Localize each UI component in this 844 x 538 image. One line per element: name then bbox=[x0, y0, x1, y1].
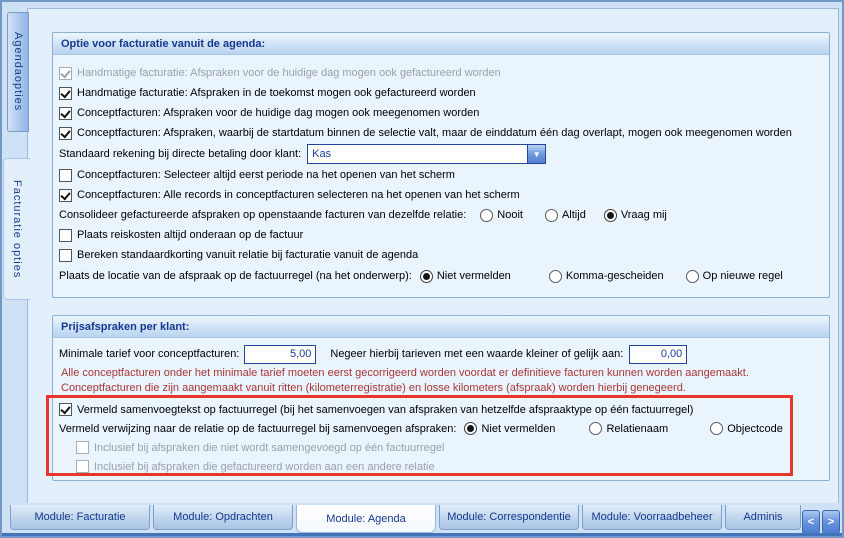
radio-op-nieuwe-regel[interactable] bbox=[686, 270, 783, 283]
checkbox-other-relation bbox=[76, 460, 89, 473]
radio-niet-vermelden[interactable] bbox=[420, 270, 511, 283]
radio-icon bbox=[549, 270, 562, 283]
checkbox-label: Conceptfacturen: Afspraken voor de huidige dag mogen ook meegenomen worden bbox=[77, 107, 480, 119]
rates-row bbox=[59, 342, 823, 366]
chevron-left-icon: < bbox=[807, 516, 815, 528]
checkbox-row-travel-bottom[interactable] bbox=[59, 225, 823, 245]
checkbox-row-concept-today[interactable] bbox=[59, 103, 823, 123]
checkbox-merge-text[interactable] bbox=[59, 403, 72, 416]
tab-module-opdrachten[interactable] bbox=[153, 505, 293, 530]
checkbox-label: Inclusief bij afspraken die gefactureerd worden aan een andere relatie bbox=[94, 460, 435, 473]
checkbox-select-period[interactable] bbox=[59, 169, 72, 182]
chevron-down-icon[interactable]: ▼ bbox=[527, 145, 545, 163]
radio-komma-gescheiden[interactable] bbox=[549, 270, 664, 283]
check-icon bbox=[60, 67, 70, 78]
tab-label: Module: Correspondentie bbox=[447, 511, 571, 523]
tab-scroll-left-button[interactable] bbox=[802, 510, 820, 534]
consolidate-label: Consolideer gefactureerde afspraken op openstaande facturen van dezelfde relatie: bbox=[59, 209, 467, 221]
checkbox-label: Conceptfacturen: Afspraken, waarbij de startdatum binnen de selectie valt, maar de einddatum één dag overlapt, mogen ook meegenomen worden bbox=[77, 127, 792, 139]
check-icon bbox=[60, 107, 70, 118]
check-icon bbox=[60, 87, 70, 98]
radio-vraag-mij[interactable] bbox=[604, 209, 667, 222]
radio-label: Altijd bbox=[561, 209, 586, 221]
tab-label: Module: Agenda bbox=[326, 512, 406, 525]
checkbox-row-concept-overlap[interactable] bbox=[59, 123, 823, 143]
tab-module-facturatie[interactable] bbox=[10, 505, 150, 530]
tab-label: Module: Voorraadbeheer bbox=[591, 511, 713, 523]
radio-label: Niet vermelden bbox=[481, 422, 556, 435]
tab-label: Module: Facturatie bbox=[34, 511, 126, 523]
check-icon bbox=[60, 189, 70, 200]
checkbox-row-other-relation bbox=[76, 457, 790, 476]
checkbox-default-discount[interactable] bbox=[59, 249, 72, 262]
min-rate-input[interactable] bbox=[244, 345, 316, 364]
radio-icon bbox=[589, 422, 602, 435]
location-row bbox=[59, 265, 823, 287]
sidebar-tab-facturatie-opties[interactable] bbox=[3, 158, 30, 300]
radio-icon bbox=[686, 270, 699, 283]
radio-ref-objectcode[interactable] bbox=[710, 422, 783, 435]
radio-selected-icon bbox=[464, 422, 477, 435]
tab-module-administratie[interactable] bbox=[725, 505, 801, 530]
dropdown-value: Kas bbox=[312, 148, 332, 160]
checkbox-travel-bottom[interactable] bbox=[59, 229, 72, 242]
tab-label: Module: Opdrachten bbox=[173, 511, 273, 523]
checkbox-row-manual-today bbox=[59, 63, 823, 83]
sidebar-tab-label: Agendaopties bbox=[12, 32, 24, 112]
checkbox-row-manual-future[interactable] bbox=[59, 83, 823, 103]
tab-module-agenda[interactable] bbox=[296, 505, 436, 533]
radio-label: Vraag mij bbox=[620, 209, 667, 221]
checkbox-manual-future[interactable] bbox=[59, 87, 72, 100]
checkbox-concept-today[interactable] bbox=[59, 107, 72, 120]
warning-line-1: Alle conceptfacturen onder het minimale tarief moeten eerst gecorrigeerd worden voordat er definitieve facturen kunnen worden aangemaakt. bbox=[61, 367, 749, 379]
radio-icon bbox=[545, 209, 558, 222]
default-account-dropdown[interactable] bbox=[307, 144, 546, 164]
checkbox-row-default-discount[interactable] bbox=[59, 245, 823, 265]
groupbox-title: Optie voor facturatie vanuit de agenda: bbox=[53, 33, 829, 55]
chevron-right-icon: > bbox=[827, 516, 835, 528]
radio-label: Nooit bbox=[497, 209, 523, 221]
min-rate-label: Minimale tarief voor conceptfacturen: bbox=[59, 348, 240, 360]
default-account-row bbox=[59, 143, 823, 165]
default-account-label: Standaard rekening bij directe betaling door klant: bbox=[59, 148, 302, 160]
radio-label: Komma-gescheiden bbox=[565, 270, 664, 282]
checkbox-label: Bereken standaardkorting vanuit relatie bij facturatie vanuit de agenda bbox=[77, 249, 419, 261]
checkbox-label: Inclusief bij afspraken die niet wordt samengevoegd op één factuurregel bbox=[94, 441, 445, 454]
checkbox-not-merged bbox=[76, 441, 89, 454]
radio-nooit[interactable] bbox=[480, 209, 523, 222]
radio-label: Op nieuwe regel bbox=[702, 270, 783, 282]
groupbox-title: Prijsafspraken per klant: bbox=[53, 316, 829, 338]
checkbox-label: Plaats reiskosten altijd onderaan op de factuur bbox=[77, 229, 304, 241]
ignore-rate-input[interactable] bbox=[629, 345, 687, 364]
tab-scroll-buttons bbox=[802, 510, 840, 534]
groupbox-agenda-facturatie bbox=[52, 32, 830, 298]
checkbox-row-merge-text[interactable] bbox=[59, 400, 790, 419]
check-icon bbox=[60, 127, 70, 138]
check-icon bbox=[60, 404, 70, 415]
checkbox-label: Conceptfacturen: Alle records in conceptfacturen selecteren na het openen van het scherm bbox=[77, 189, 520, 201]
tab-module-voorraadbeheer[interactable] bbox=[582, 505, 722, 530]
reference-label: Vermeld verwijzing naar de relatie op de factuurregel bij samenvoegen afspraken: bbox=[59, 422, 457, 435]
warning-line-2: Conceptfacturen die zijn aangemaakt vanuit ritten (kilometerregistratie) en losse kilometers (afspraak) worden hierbij genegeerd. bbox=[61, 382, 686, 394]
radio-label: Objectcode bbox=[727, 422, 783, 435]
radio-altijd[interactable] bbox=[545, 209, 586, 222]
radio-ref-relatienaam[interactable] bbox=[589, 422, 668, 435]
checkbox-label: Vermeld samenvoegtekst op factuurregel (bij het samenvoegen van afspraken van hetzelfde afspraaktype op één factuurregel) bbox=[77, 403, 694, 416]
checkbox-row-select-period[interactable] bbox=[59, 165, 823, 185]
reference-row bbox=[59, 419, 790, 438]
ignore-rate-label: Negeer hierbij tarieven met een waarde kleiner of gelijk aan: bbox=[330, 348, 624, 360]
radio-icon bbox=[710, 422, 723, 435]
checkbox-label: Conceptfacturen: Selecteer altijd eerst periode na het openen van het scherm bbox=[77, 169, 455, 181]
consolidate-row bbox=[59, 205, 823, 225]
sidebar-tab-label: Facturatie opties bbox=[11, 179, 23, 279]
checkbox-concept-overlap[interactable] bbox=[59, 127, 72, 140]
location-label: Plaats de locatie van de afspraak op de factuurregel (na het onderwerp): bbox=[59, 270, 412, 282]
radio-label: Niet vermelden bbox=[436, 270, 511, 282]
window-bottom-edge bbox=[2, 533, 842, 536]
tab-label: Adminis bbox=[743, 511, 783, 523]
module-tabstrip bbox=[2, 503, 842, 533]
checkbox-label: Handmatige facturatie: Afspraken voor de huidige dag mogen ook gefactureerd worden bbox=[77, 67, 501, 79]
tab-scroll-right-button[interactable] bbox=[822, 510, 840, 534]
radio-ref-niet-vermelden[interactable] bbox=[464, 422, 555, 435]
radio-icon bbox=[480, 209, 493, 222]
radio-label: Relatienaam bbox=[606, 422, 669, 435]
sidebar-tab-agendaopties[interactable] bbox=[7, 12, 29, 132]
highlight-rectangle bbox=[46, 395, 793, 476]
checkbox-row-not-merged bbox=[76, 438, 790, 457]
radio-selected-icon bbox=[420, 270, 433, 283]
checkbox-manual-today bbox=[59, 67, 72, 80]
checkbox-label: Handmatige facturatie: Afspraken in de toekomst mogen ook gefactureerd worden bbox=[77, 87, 476, 99]
radio-selected-icon bbox=[604, 209, 617, 222]
checkbox-row-select-all[interactable] bbox=[59, 185, 823, 205]
tab-module-correspondentie[interactable] bbox=[439, 505, 579, 530]
module-tabs bbox=[10, 505, 801, 533]
checkbox-select-all[interactable] bbox=[59, 189, 72, 202]
